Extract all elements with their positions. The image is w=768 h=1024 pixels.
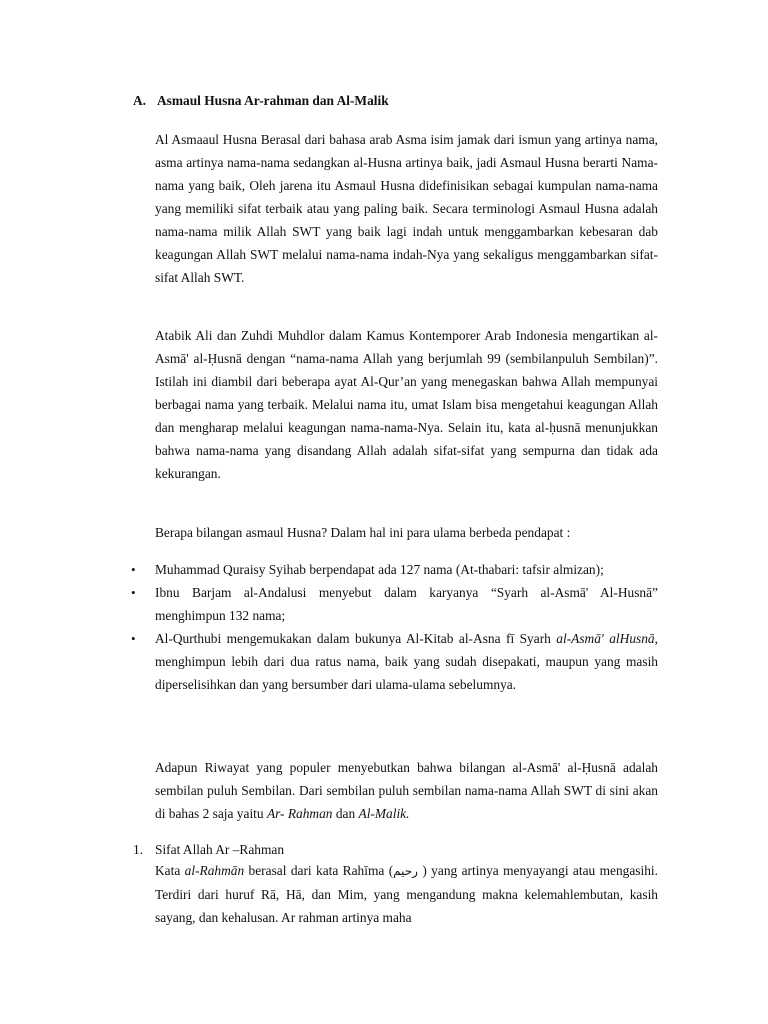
paragraph-text: Kata [155,863,185,878]
subsection-title [133,841,284,859]
paragraph-text: dan [332,806,359,821]
paragraph-emphasis: Ar- Rahman [266,806,333,821]
paragraph-ar-rahman [155,859,658,929]
subsection-title-text: Sifat Allah Ar –Rahman [155,842,285,857]
list-item-text: Muhammad Quraisy Syihab berpendapat ada 127 nama (At-thabari: tafsir almizan); [155,562,604,577]
list-item-text: Al-Qurthubi mengemukakan dalam bukunya Al-Kitab al-Asna fī Syarh [155,631,557,646]
list-item-emphasis: al-Asmā' alHusnā [556,631,655,646]
list-item [131,581,658,627]
bullet-icon: • [131,562,136,577]
list-item-text: , menghimpun lebih dari dua ratus nama, baik yang sudah disepakati, maupun yang masih diperselisihkan dan yang bersumber dari ulama-ulama sebelumnya. [155,631,658,692]
paragraph-kamus: Atabik Ali dan Zuhdi Muhdlor dalam Kamus Kontemporer Arab Indonesia mengartikan al-Asmā' al-Ḥusnā dengan “nama-nama Allah yang berjumlah 99 (sembilanpuluh Sembilan)”. Istilah ini diambil dari beberapa ayat Al-Qur’an yang menegaskan bahwa Allah mempunyai berbagai nama yang terbaik. Melalui nama itu, umat Islam bisa mengetahui keagungan Allah dan mengharap melalui keagungan nama-nama-Nya. Selain itu, kata al-ḥusnā menunjukkan bahwa nama-nama yang disandang Allah adalah sifat-sifat yang sempurna dan tidak ada kekurangan. [155,328,658,481]
section-heading [133,92,389,110]
bullet-icon: • [131,631,136,646]
paragraph-definition: Al Asmaaul Husna Berasal dari bahasa arab Asma isim jamak dari ismun yang artinya nama, asma artinya nama-nama sedangkan al-Husna artinya baik, jadi Asmaul Husna berarti Nama-nama yang baik, Oleh jarena itu Asmaul Husna didefinisikan sebagai kumpulan nama-nama yang memiliki sifat terbaik atau yang paling baik. Secara terminologi Asmaul Husna adalah nama-nama milik Allah SWT yang baik lagi indah untuk menggambarkan kebesaran dab keagungan Allah SWT melalui nama-nama indah-Nya yang sekaligus menggambarkan sifat-sifat Allah SWT. [155,132,658,285]
arabic-word: رحيم [393,864,418,878]
paragraph-riwayat [155,756,658,825]
list-item-text: Ibnu Barjam al-Andalusi menyebut dalam karyanya “Syarh al-Asmā' Al-Husnā” menghimpun 132 nama; [155,585,658,623]
opinion-list [131,558,658,696]
paragraph-text: Adapun Riwayat yang populer menyebutkan bahwa bilangan al-Asmā' al-Ḥusnā adalah sembilan puluh Sembilan. Dari sembilan puluh sembilan nama-nama Allah SWT di sini akan di bahas 2 saja yaitu [155,760,658,821]
paragraph-text: berasal dari kata Rahīma ( [244,863,394,878]
paragraph-emphasis: Al-Malik. [358,806,410,821]
list-item [131,627,658,696]
heading-title: Asmaul Husna Ar-rahman dan Al-Malik [157,93,389,108]
paragraph-text: ) yang artinya menyayangi atau mengasihi. Terdiri dari huruf Rā, Hā, dan Mim, yang mengandung makna kelemahlembutan, kasih sayang, dan kehalusan. Ar rahman artinya maha [155,863,658,925]
subsection-number: 1. [133,842,144,857]
paragraph-question: Berapa bilangan asmaul Husna? Dalam hal ini para ulama berbeda pendapat : [155,525,571,540]
list-item [131,558,658,581]
heading-letter: A. [133,93,147,108]
paragraph-emphasis: al-Rahmān [184,863,245,878]
bullet-icon: • [131,585,136,600]
